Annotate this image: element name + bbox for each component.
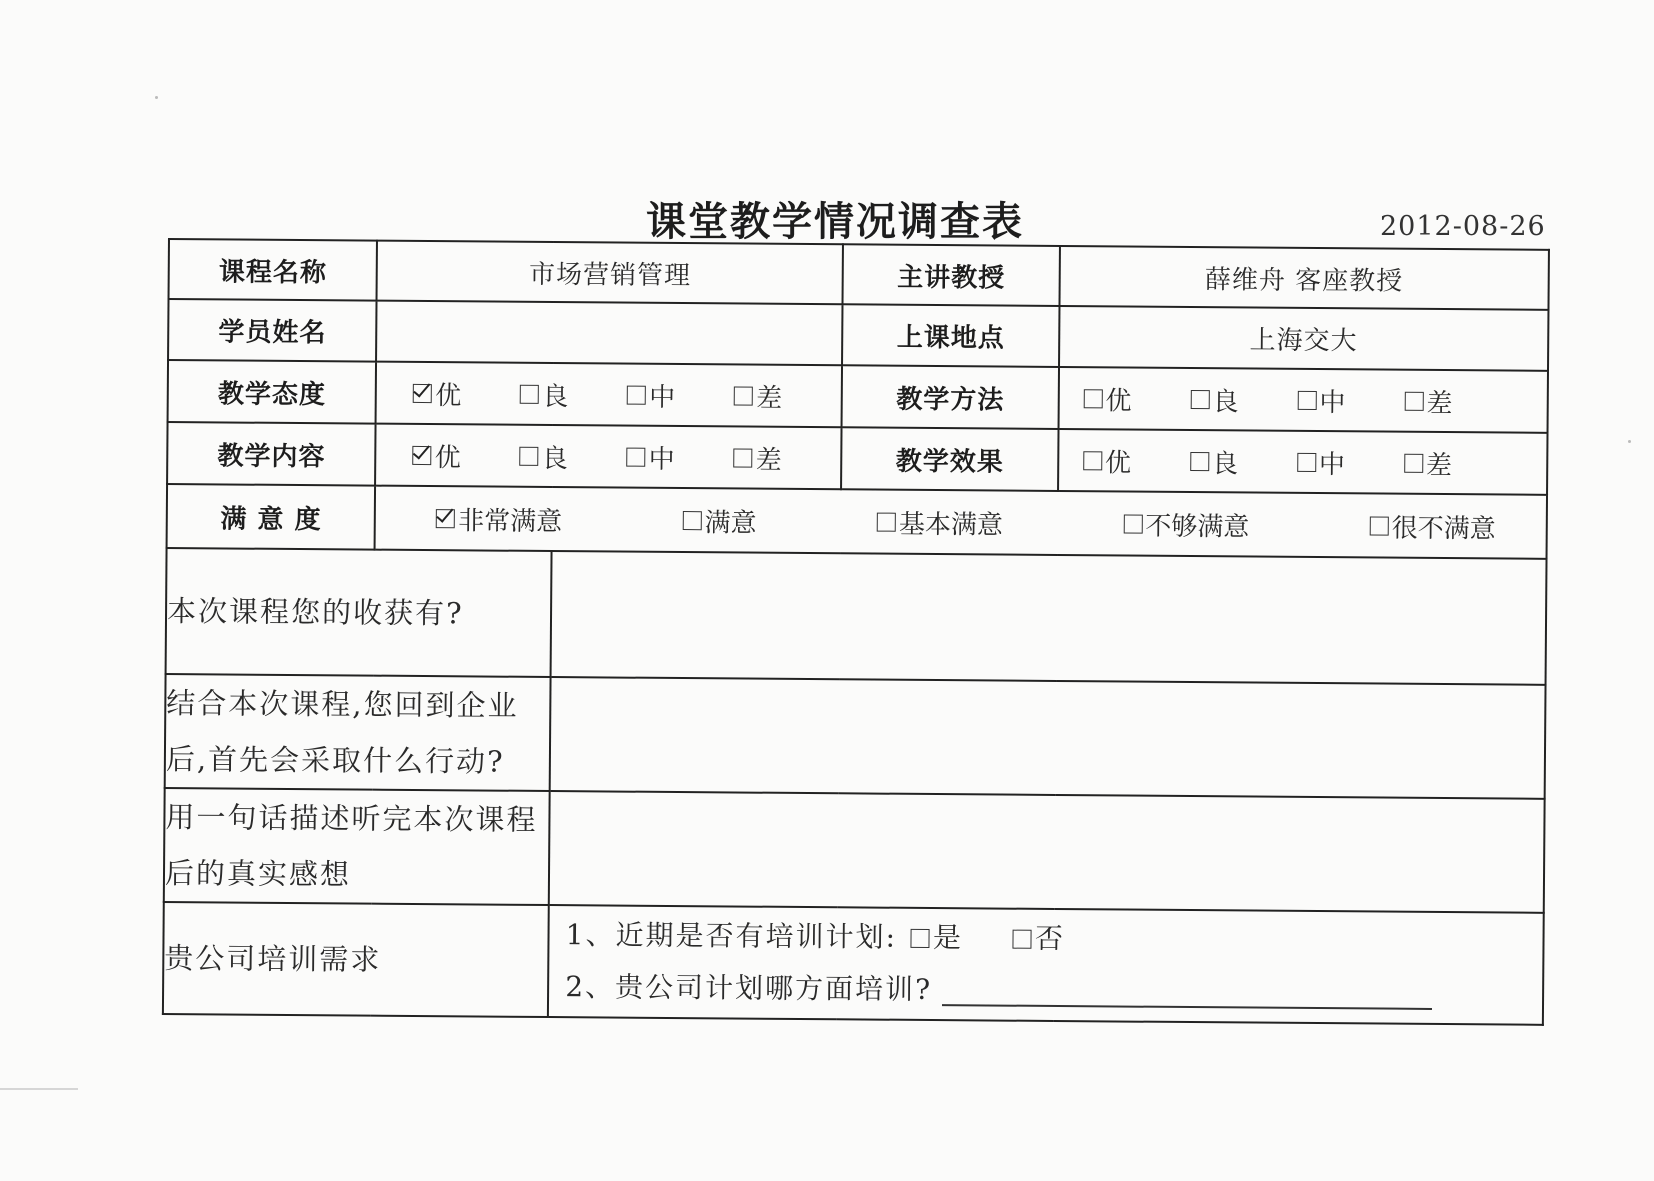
option-label: 差: [1426, 388, 1453, 419]
action-row: [165, 674, 1546, 799]
option-label: 优: [434, 442, 461, 473]
feeling-question: 用一句话描述听完本次课程后的真实感想: [164, 788, 550, 905]
checked-checkbox-icon: [436, 509, 455, 528]
option-label: 良: [1212, 386, 1239, 417]
feeling-answer-field[interactable]: [549, 791, 1545, 913]
option-label: 中: [648, 444, 675, 475]
method-option-poor[interactable]: [1404, 382, 1511, 420]
effect-options: [1058, 429, 1548, 495]
option-label: 很不满意: [1391, 513, 1496, 544]
lecturer-label: 主讲教授: [843, 244, 1060, 306]
location-label: 上课地点: [842, 304, 1059, 367]
effect-option-excellent[interactable]: [1083, 442, 1190, 480]
content-effect-row: [167, 422, 1547, 495]
training-needs-row: [163, 902, 1544, 1025]
checkbox-icon: [1404, 391, 1423, 410]
option-label: 差: [755, 445, 782, 476]
training-plan-yes[interactable]: [911, 912, 963, 964]
content-option-good[interactable]: [520, 437, 627, 475]
content-option-fair[interactable]: [627, 438, 734, 476]
checkbox-icon: [734, 448, 753, 467]
satisfaction-label: 满 意 度: [167, 484, 376, 550]
option-label: 良: [1211, 448, 1239, 479]
checked-checkbox-icon: [413, 383, 432, 402]
option-label: 良: [542, 381, 569, 412]
student-name-field[interactable]: [376, 301, 842, 366]
checkbox-icon: [734, 386, 753, 405]
feeling-row: [164, 788, 1545, 913]
satisfaction-option-satisfied[interactable]: [682, 502, 756, 540]
option-label: 中: [1319, 387, 1346, 418]
gain-question: 本次课程您的收获有?: [166, 548, 552, 677]
checkbox-icon: [520, 384, 539, 403]
option-label: 优: [1104, 447, 1132, 479]
method-options: [1058, 367, 1548, 433]
satisfaction-option-basically-satisfied[interactable]: [877, 503, 1003, 541]
option-label: 否: [1034, 921, 1066, 956]
option-label: 优: [1105, 385, 1132, 417]
course-row: [169, 239, 1549, 310]
effect-option-poor[interactable]: [1404, 444, 1511, 482]
content-label: 教学内容: [167, 422, 376, 486]
checkbox-icon: [1123, 514, 1142, 533]
checkbox-icon: [683, 511, 702, 530]
method-label: 教学方法: [842, 365, 1059, 429]
content-option-poor[interactable]: [734, 439, 841, 477]
page-title: 课堂教学情况调查表: [646, 199, 1024, 245]
satisfaction-option-not-satisfied-enough[interactable]: [1123, 505, 1249, 543]
checkbox-icon: [1013, 929, 1032, 948]
option-label: 中: [649, 382, 676, 413]
option-label: 不够满意: [1145, 511, 1250, 543]
option-label: 基本满意: [898, 509, 1004, 541]
student-label: 学员姓名: [168, 299, 377, 362]
checked-checkbox-icon: [413, 445, 432, 464]
attitude-option-fair[interactable]: [627, 376, 734, 414]
checkbox-icon: [877, 512, 896, 531]
training-needs-label: 贵公司培训需求: [163, 902, 549, 1017]
attitude-option-excellent[interactable]: [413, 374, 520, 412]
gain-row: [166, 548, 1547, 685]
checkbox-icon: [1190, 452, 1209, 471]
method-option-excellent[interactable]: [1083, 380, 1190, 418]
checkbox-icon: [1190, 390, 1209, 409]
checkbox-icon: [1297, 452, 1316, 471]
location-field[interactable]: 上海交大: [1059, 306, 1549, 371]
satisfaction-options: [375, 486, 1547, 559]
checkbox-icon: [520, 446, 539, 465]
scan-speck: [1628, 440, 1631, 443]
option-label: 差: [756, 383, 783, 414]
scan-edge-mark: [0, 1088, 78, 1090]
action-question: 结合本次课程,您回到企业后,首先会采取什么行动?: [165, 674, 551, 791]
course-name-field[interactable]: 市场营销管理: [377, 241, 843, 305]
lecturer-field[interactable]: 薛维舟 客座教授: [1059, 246, 1549, 310]
survey-table: [162, 238, 1550, 1026]
attitude-method-row: [168, 360, 1548, 433]
course-label: 课程名称: [169, 239, 378, 301]
training-area-question: 2、贵公司计划哪方面培训?: [565, 970, 933, 1007]
checkbox-icon: [1083, 389, 1102, 408]
method-option-good[interactable]: [1190, 381, 1297, 419]
effect-label: 教学效果: [841, 427, 1058, 491]
satisfaction-option-very-dissatisfied[interactable]: [1370, 507, 1496, 545]
effect-option-good[interactable]: [1190, 443, 1297, 481]
checkbox-icon: [627, 447, 646, 466]
option-label: 差: [1425, 450, 1453, 481]
attitude-option-poor[interactable]: [734, 377, 841, 415]
training-plan-line: [550, 909, 1543, 969]
student-row: [168, 299, 1548, 371]
option-label: 优: [435, 380, 462, 411]
attitude-option-good[interactable]: [520, 375, 627, 413]
checkbox-icon: [911, 928, 930, 947]
checkbox-icon: [1083, 451, 1102, 470]
action-answer-field[interactable]: [550, 677, 1546, 799]
content-options: [375, 424, 841, 490]
option-label: 良: [541, 443, 568, 474]
satisfaction-row: [167, 484, 1547, 559]
method-option-fair[interactable]: [1297, 381, 1404, 419]
checkbox-icon: [1370, 516, 1389, 535]
training-area-input[interactable]: [942, 974, 1432, 1010]
option-label: 满意: [704, 507, 757, 539]
gain-answer-field[interactable]: [551, 551, 1547, 685]
training-plan-question: 1、近期是否有培训计划:: [565, 918, 898, 954]
attitude-options: [376, 362, 842, 428]
scan-speck: [155, 96, 158, 99]
satisfaction-option-very-satisfied[interactable]: [436, 500, 562, 538]
training-plan-no[interactable]: [1013, 913, 1065, 965]
training-needs-answers: [548, 905, 1544, 1025]
effect-option-fair[interactable]: [1297, 443, 1404, 481]
attitude-label: 教学态度: [168, 360, 377, 424]
checkbox-icon: [1404, 453, 1423, 472]
checkbox-icon: [1297, 390, 1316, 409]
option-label: 中: [1318, 449, 1346, 480]
checkbox-icon: [627, 385, 646, 404]
training-area-line: [549, 961, 1542, 1021]
survey-date: 2012-08-26: [1380, 211, 1546, 242]
content-option-excellent[interactable]: [413, 436, 520, 474]
option-label: 是: [932, 921, 964, 955]
option-label: 非常满意: [458, 505, 563, 537]
